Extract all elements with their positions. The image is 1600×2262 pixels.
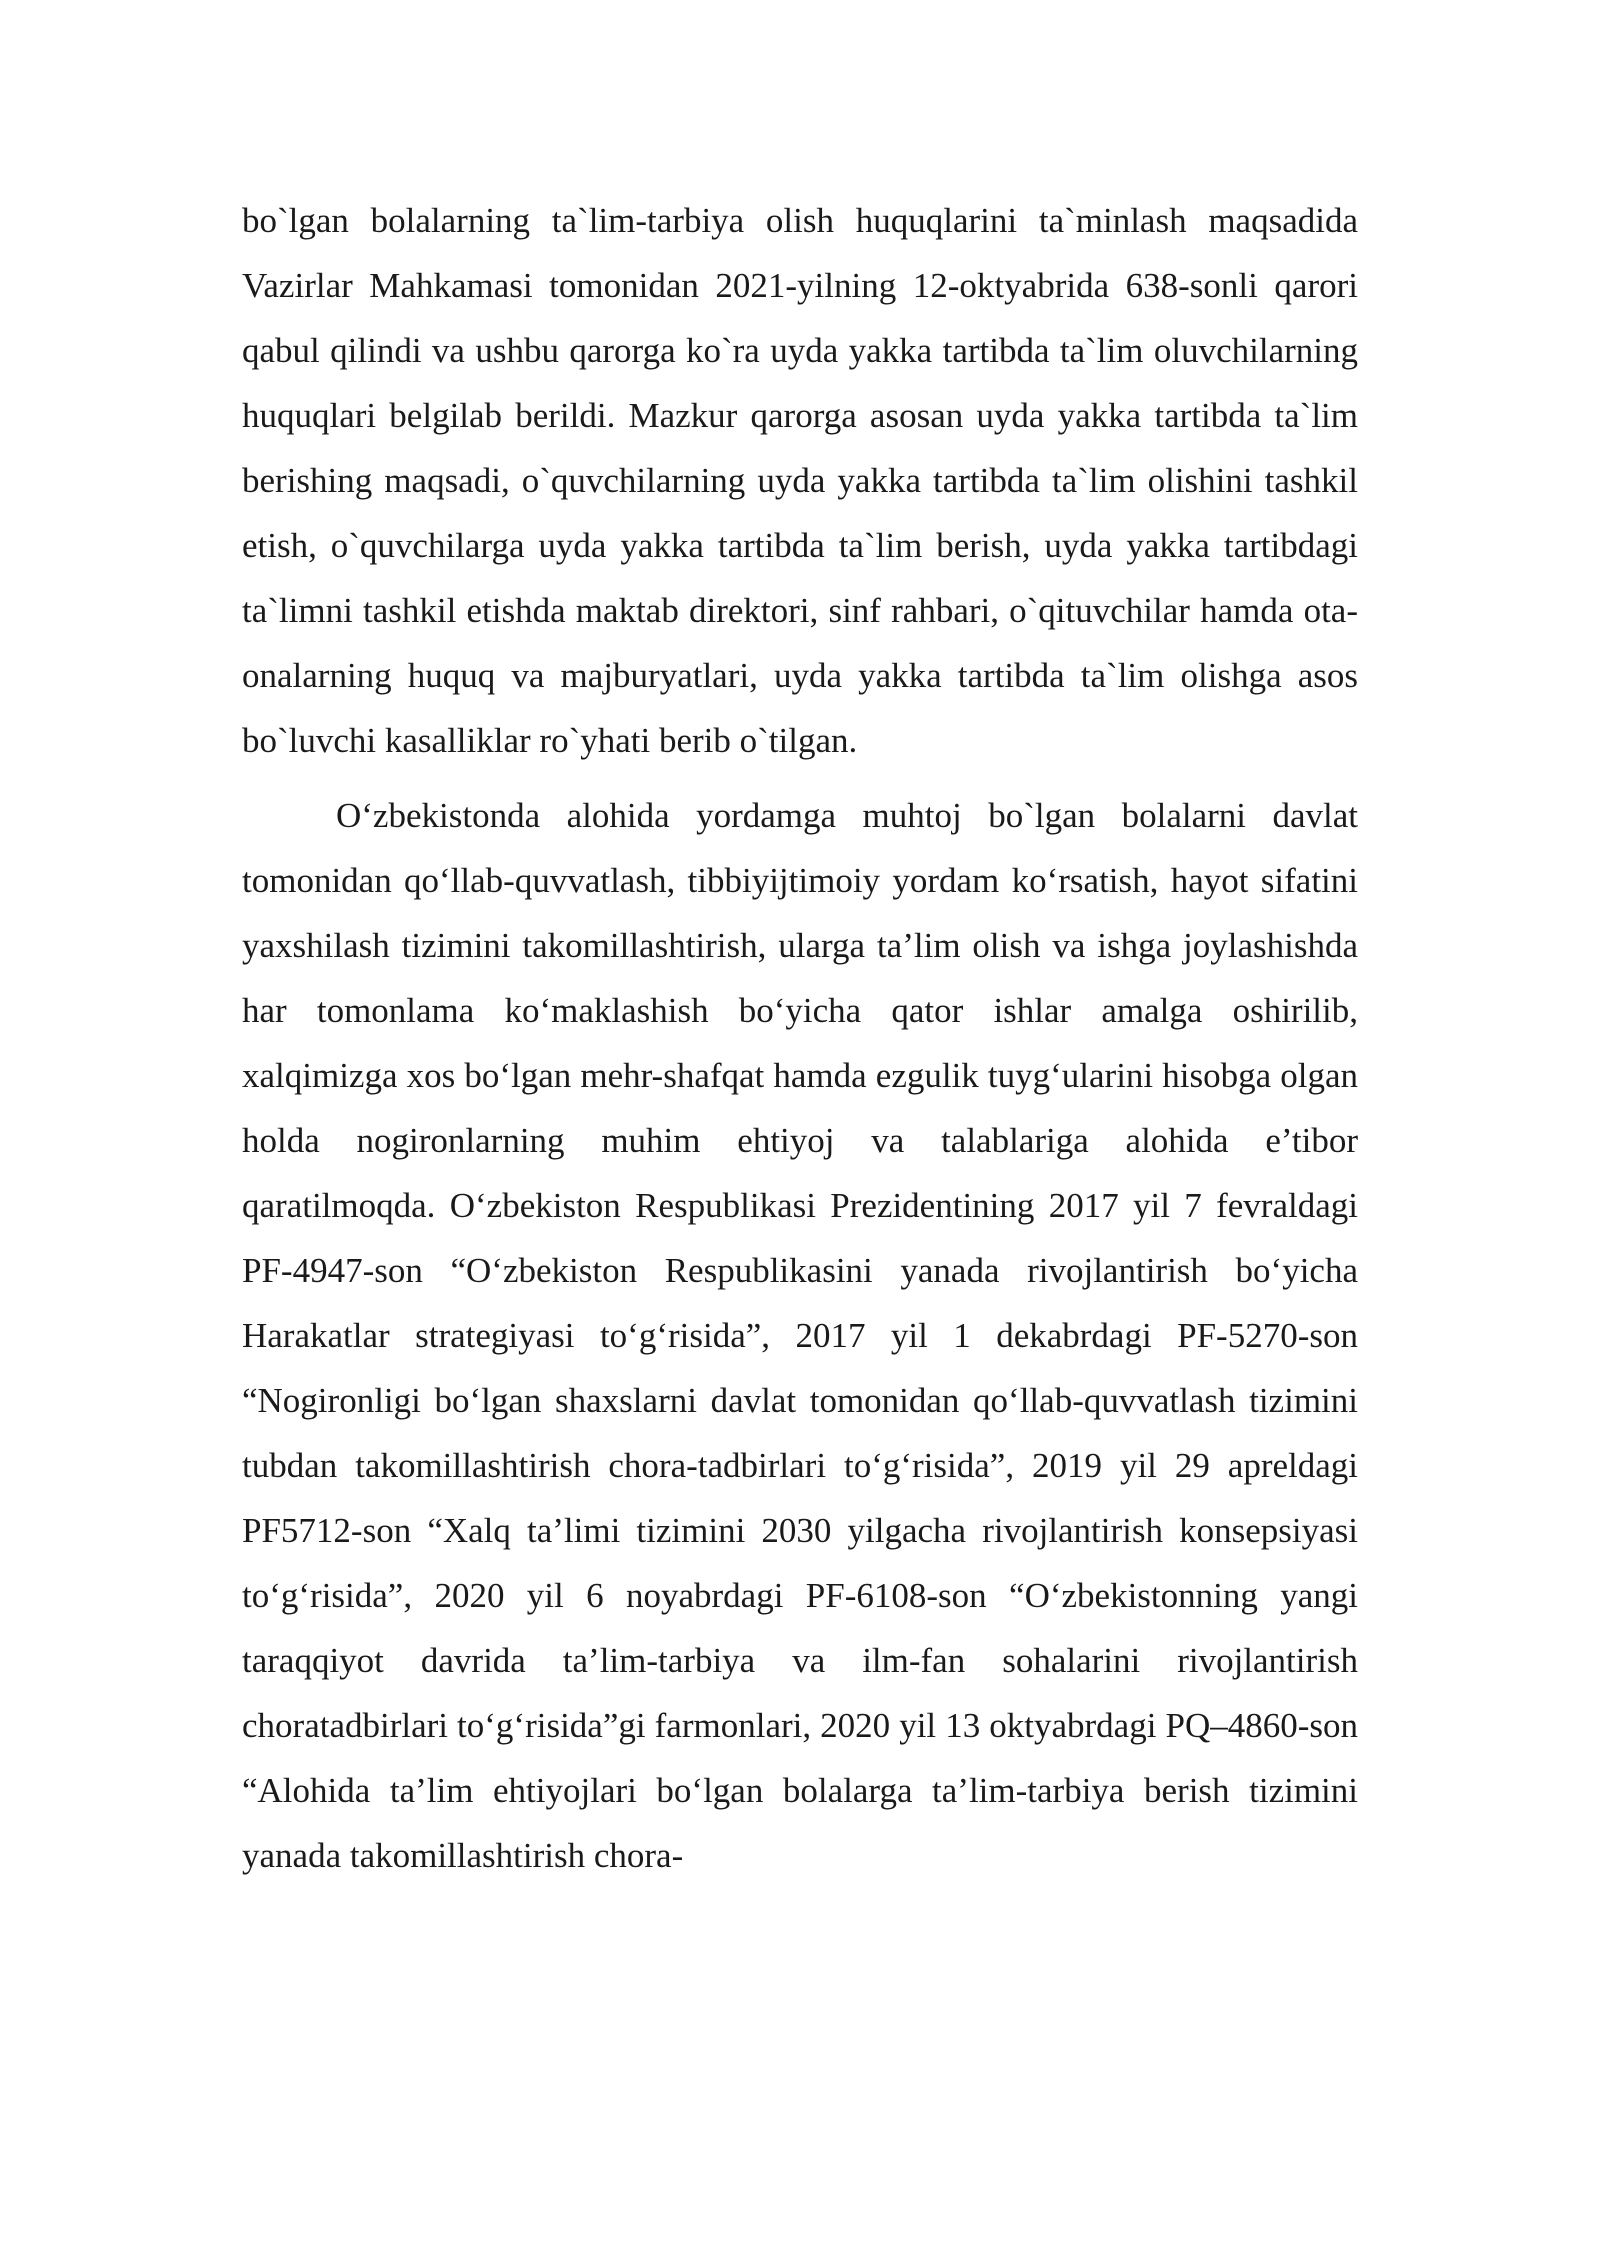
body-text	[242, 188, 1358, 1888]
paragraph-2: O‘zbekistonda alohida yordamga muhtoj bo`lgan bolalarni davlat tomonidan qo‘llab-quvvatlash, tibbiyijtimoiy yordam ko‘rsatish, hayot sifatini yaxshilash tizimini takomillashtirish, ularga ta’lim olish va ishga joylashishda har tomonlama ko‘maklashish bo‘yicha qator ishlar amalga oshirilib, xalqimizga xos bo‘lgan mehr-shafqat hamda ezgulik tuyg‘ularini hisobga olgan holda nogironlarning muhim ehtiyoj va talablariga alohida e’tibor qaratilmoqda. O‘zbekiston Respublikasi Prezidentining 2017 yil 7 fevraldagi PF-4947-son “O‘zbekiston Respublikasini yanada rivojlantirish bo‘yicha Harakatlar strategiyasi to‘g‘risida”, 2017 yil 1 dekabrdagi PF-5270-son “Nogironligi bo‘lgan shaxslarni davlat tomonidan qo‘llab-quvvatlash tizimini tubdan takomillashtirish chora-tadbirlari to‘g‘risida”, 2019 yil 29 apreldagi PF5712-son “Xalq ta’limi tizimini 2030 yilgacha rivojlantirish konsepsiyasi to‘g‘risida”, 2020 yil 6 noyabrdagi PF-6108-son “O‘zbekistonning yangi taraqqiyot davrida ta’lim-tarbiya va ilm-fan sohalarini rivojlantirish choratadbirlari to‘g‘risida”gi farmonlari, 2020 yil 13 oktyabrdagi PQ–4860-son “Alohida ta’lim ehtiyojlari bo‘lgan bolalarga ta’lim-tarbiya berish tizimini yanada takomillashtirish chora-	[242, 796, 1358, 1875]
paragraph-1: bo`lgan bolalarning ta`lim-tarbiya olish huquqlarini ta`minlash maqsadida Vazirlar Mahkamasi tomonidan 2021-yilning 12-oktyabrida 638-sonli qarori qabul qilindi va ushbu qarorga ko`ra uyda yakka tartibda ta`lim oluvchilarning huquqlari belgilab berildi. Mazkur qarorga asosan uyda yakka tartibda ta`lim berishing maqsadi, o`quvchilarning uyda yakka tartibda ta`lim olishini tashkil etish, o`quvchilarga uyda yakka tartibda ta`lim berish, uyda yakka tartibdagi ta`limni tashkil etishda maktab direktori, sinf rahbari, o`qituvchilar hamda ota-onalarning huquq va majburyatlari, uyda yakka tartibda ta`lim olishga asos bo`luvchi kasalliklar ro`yhati berib o`tilgan.	[242, 201, 1358, 760]
